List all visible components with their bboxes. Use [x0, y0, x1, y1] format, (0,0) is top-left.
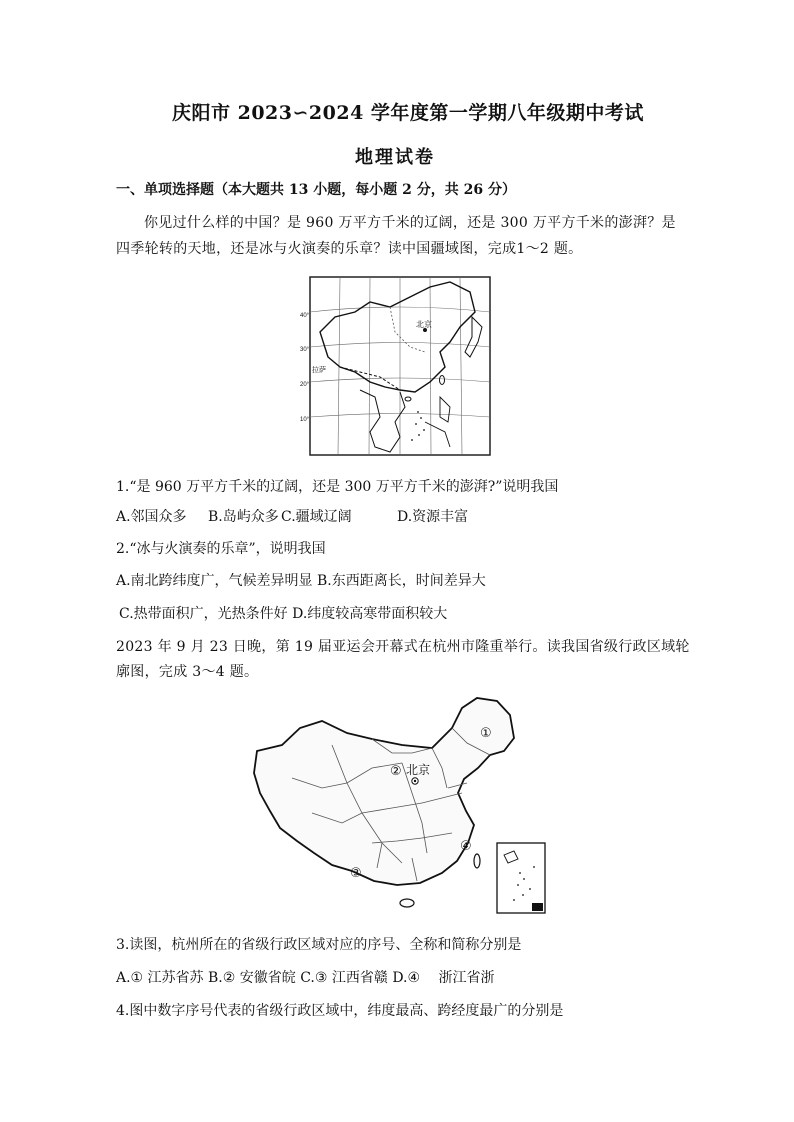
- lat-label: 10°: [300, 417, 310, 423]
- question-1-option-b[interactable]: B.岛屿众多: [208, 509, 279, 525]
- question-1-option-a[interactable]: A.邻国众多: [116, 509, 187, 525]
- intro-paragraph-line: 四季轮转的天地，还是冰与火演奏的乐章？读中国疆域图，完成1～2 题。: [116, 241, 583, 257]
- lat-label: 30°: [300, 347, 310, 353]
- question-2-stem: 2.“冰与火演奏的乐章”，说明我国: [116, 541, 326, 557]
- marker-2: ②: [390, 764, 402, 779]
- china-provinces-map: [252, 693, 554, 921]
- question-3-options-line[interactable]: A.① 江苏省苏 B.② 安徽省皖 C.③ 江西省赣 D.④ 浙江省浙: [116, 970, 495, 986]
- page-subtitle: 地理试卷: [355, 147, 435, 168]
- intro-paragraph-line: 2023 年 9 月 23 日晚，第 19 届亚运会开幕式在杭州市隆重举行。读我国省级行政区域轮: [116, 639, 690, 655]
- page-title: 庆阳市 2023∽2024 学年度第一学期八年级期中考试: [172, 102, 644, 124]
- china-territory-map: [300, 272, 495, 460]
- question-2-options-line[interactable]: C.热带面积广，光热条件好 D.纬度较高寒带面积较大: [119, 606, 448, 622]
- question-1-stem: 1.“是 960 万平方千米的辽阔，还是 300 万平方千米的澎湃?”说明我国: [116, 479, 559, 495]
- map-label-city: 拉萨: [312, 367, 326, 374]
- lat-label: 20°: [300, 382, 310, 388]
- marker-4: ④: [460, 839, 472, 854]
- question-2-options-line[interactable]: A.南北跨纬度广，气候差异明显 B.东西距离长，时间差异大: [116, 573, 486, 589]
- intro-paragraph-line: 廓图，完成 3～4 题。: [116, 664, 259, 680]
- lat-label: 40°: [300, 313, 310, 319]
- marker-1: ①: [480, 726, 492, 741]
- intro-paragraph-line: 你见过什么样的中国？是 960 万平方千米的辽阔，还是 300 万平方千米的澎湃？是: [144, 215, 676, 231]
- map-label-beijing: 北京: [406, 763, 431, 777]
- map-label-beijing: 北京: [416, 320, 432, 329]
- section-heading: 一、单项选择题（本大题共 13 小题，每小题 2 分，共 26 分）: [116, 182, 516, 198]
- question-4-stem: 4.图中数字序号代表的省级行政区域中，纬度最高、跨经度最广的分别是: [116, 1003, 564, 1019]
- question-1-option-c[interactable]: C.疆域辽阔: [281, 509, 352, 525]
- question-1-option-d[interactable]: D.资源丰富: [397, 509, 469, 525]
- marker-3: ③: [350, 866, 362, 881]
- question-3-stem: 3.读图，杭州所在的省级行政区域对应的序号、全称和简称分别是: [116, 937, 522, 953]
